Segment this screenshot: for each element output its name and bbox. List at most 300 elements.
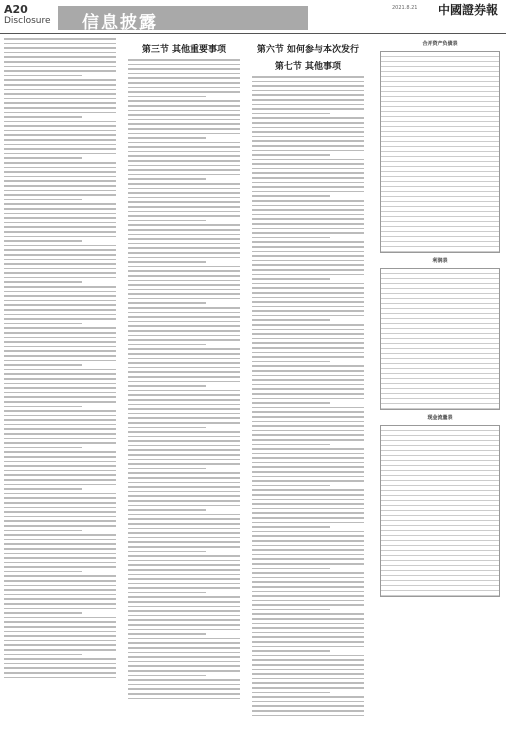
newspaper-logo: 中國證券報 — [437, 3, 498, 17]
text-line — [128, 551, 206, 553]
text-line — [4, 231, 116, 233]
text-line — [252, 692, 330, 694]
text-line — [252, 489, 364, 491]
text-line — [4, 530, 82, 532]
text-line — [128, 316, 240, 318]
text-line — [128, 252, 240, 254]
text-line — [252, 113, 330, 115]
text-line — [128, 661, 240, 663]
text-line — [4, 612, 82, 614]
text-line — [128, 302, 206, 304]
text-line — [128, 459, 240, 461]
text-line — [252, 632, 364, 634]
text-line — [252, 600, 364, 602]
text-line — [128, 381, 240, 383]
text-line — [4, 553, 116, 555]
text-line — [128, 394, 240, 396]
text-line — [128, 91, 240, 93]
text-line — [252, 315, 364, 317]
text-line — [4, 424, 116, 426]
text-line — [252, 508, 364, 510]
text-line — [4, 631, 116, 633]
text-line — [128, 440, 240, 442]
text-line — [252, 526, 330, 528]
text-line — [252, 131, 364, 133]
text-line — [252, 503, 364, 505]
text-line — [4, 594, 116, 596]
text-line — [4, 327, 116, 329]
text-line — [252, 168, 364, 170]
text-line — [252, 522, 364, 524]
text-line — [128, 491, 240, 493]
text-line — [252, 145, 364, 147]
text-line — [128, 261, 206, 263]
text-line — [4, 203, 116, 205]
text-line — [4, 318, 116, 320]
text-line — [128, 596, 240, 598]
income-table — [380, 268, 500, 410]
text-line — [128, 684, 240, 686]
text-line — [4, 461, 116, 463]
text-line — [252, 586, 364, 588]
issue-date: 2021.8.21 — [392, 5, 418, 11]
text-line — [252, 218, 364, 220]
text-line — [128, 211, 240, 213]
text-line — [252, 416, 364, 418]
text-line — [128, 169, 240, 171]
text-line — [128, 592, 206, 594]
text-line — [128, 183, 240, 185]
text-line — [128, 243, 240, 245]
text-line — [4, 373, 116, 375]
text-line — [128, 367, 240, 369]
text-line — [128, 417, 240, 419]
text-column-1 — [4, 38, 116, 681]
text-line — [252, 457, 364, 459]
text-line — [252, 154, 330, 156]
text-line — [252, 480, 364, 482]
text-line — [252, 186, 364, 188]
text-line — [252, 618, 364, 620]
text-line — [252, 402, 330, 404]
text-line — [4, 479, 116, 481]
text-line — [252, 108, 364, 110]
text-line — [128, 449, 240, 451]
text-line — [252, 209, 364, 211]
text-line — [252, 228, 364, 230]
text-line — [128, 206, 240, 208]
text-line — [4, 185, 116, 187]
text-line — [252, 669, 364, 671]
text-line — [4, 557, 116, 559]
text-line — [252, 485, 330, 487]
text-line — [4, 396, 116, 398]
text-line — [252, 347, 364, 349]
text-line — [128, 698, 240, 700]
text-line — [128, 133, 240, 135]
text-line — [128, 321, 240, 323]
text-line — [128, 642, 240, 644]
text-line — [252, 274, 364, 276]
text-line — [4, 263, 116, 265]
text-line — [252, 384, 364, 386]
text-line — [4, 89, 116, 91]
header-rule — [0, 33, 506, 34]
section-heading: 第七节 其他事项 — [274, 62, 342, 72]
text-line — [252, 549, 364, 551]
text-line — [128, 587, 240, 589]
text-line — [128, 215, 240, 217]
text-line — [128, 404, 240, 406]
text-line — [4, 392, 116, 394]
text-line — [128, 541, 240, 543]
text-line — [128, 160, 240, 162]
text-line — [4, 180, 116, 182]
text-line — [252, 646, 364, 648]
text-line — [252, 563, 364, 565]
text-line — [252, 678, 364, 680]
text-line — [128, 68, 240, 70]
text-line — [252, 636, 364, 638]
text-line — [4, 507, 116, 509]
text-line — [252, 287, 364, 289]
text-line — [252, 182, 364, 184]
text-line — [128, 555, 240, 557]
text-line — [128, 155, 240, 157]
text-line — [4, 213, 116, 215]
text-line — [128, 670, 240, 672]
text-column-3 — [252, 38, 364, 719]
text-line — [252, 701, 364, 703]
text-line — [4, 474, 116, 476]
text-line — [252, 393, 364, 395]
text-line — [4, 387, 116, 389]
text-line — [4, 488, 82, 490]
text-line — [252, 264, 364, 266]
text-line — [128, 165, 240, 167]
text-line — [128, 679, 240, 681]
text-line — [252, 260, 364, 262]
text-line — [252, 177, 364, 179]
text-line — [4, 314, 116, 316]
text-line — [252, 613, 364, 615]
text-line — [252, 352, 364, 354]
text-line — [4, 84, 116, 86]
text-line — [252, 439, 364, 441]
text-line — [4, 295, 116, 297]
text-line — [252, 572, 364, 574]
text-line — [4, 107, 116, 109]
section-title: 信息披露 — [82, 13, 158, 33]
text-line — [128, 289, 240, 291]
text-line — [252, 283, 364, 285]
text-line — [252, 650, 330, 652]
text-line — [128, 119, 240, 121]
text-line — [4, 548, 116, 550]
text-line — [4, 259, 116, 261]
text-line — [128, 546, 240, 548]
text-line — [252, 705, 364, 707]
text-line — [4, 93, 116, 95]
text-line — [128, 344, 206, 346]
text-line — [128, 472, 240, 474]
text-line — [4, 79, 116, 81]
text-line — [252, 499, 364, 501]
text-line — [128, 142, 240, 144]
text-line — [128, 688, 240, 690]
text-line — [4, 277, 116, 279]
text-line — [252, 421, 364, 423]
table-caption: 现金流量表 — [427, 415, 453, 421]
text-line — [4, 70, 116, 72]
text-line — [252, 558, 364, 560]
text-line — [128, 105, 240, 107]
text-line — [128, 505, 240, 507]
text-line — [128, 537, 240, 539]
text-line — [128, 96, 206, 98]
text-line — [4, 525, 116, 527]
text-line — [128, 178, 206, 180]
text-line — [4, 61, 116, 63]
text-line — [252, 94, 364, 96]
text-line — [128, 284, 240, 286]
text-line — [4, 589, 116, 591]
text-line — [252, 623, 364, 625]
text-line — [252, 241, 364, 243]
text-line — [252, 356, 364, 358]
text-line — [4, 534, 116, 536]
page-number: A20 — [4, 3, 28, 16]
text-line — [128, 174, 240, 176]
text-line — [4, 575, 116, 577]
text-line — [4, 493, 116, 495]
text-line — [4, 249, 116, 251]
text-line — [128, 390, 240, 392]
text-line — [4, 153, 116, 155]
text-line — [252, 627, 364, 629]
text-line — [4, 66, 116, 68]
text-line — [4, 102, 116, 104]
text-line — [128, 422, 240, 424]
text-line — [4, 470, 116, 472]
text-line — [128, 358, 240, 360]
text-line — [128, 652, 240, 654]
text-line — [128, 362, 240, 364]
text-line — [128, 238, 240, 240]
table-row — [381, 404, 499, 409]
section-banner — [58, 6, 308, 33]
text-line — [4, 75, 82, 77]
text-line — [4, 190, 116, 192]
text-line — [4, 539, 116, 541]
text-line — [4, 580, 116, 582]
text-line — [4, 621, 116, 623]
text-line — [252, 609, 330, 611]
text-line — [4, 383, 116, 385]
text-line — [128, 293, 240, 295]
text-line — [252, 81, 364, 83]
text-line — [4, 148, 116, 150]
text-column-2 — [128, 38, 240, 702]
text-line — [252, 85, 364, 87]
text-line — [252, 595, 364, 597]
text-line — [128, 606, 240, 608]
text-line — [128, 574, 240, 576]
text-line — [128, 229, 240, 231]
text-line — [252, 237, 330, 239]
text-line — [4, 369, 116, 371]
text-line — [4, 52, 116, 54]
text-line — [128, 477, 240, 479]
text-line — [128, 353, 240, 355]
text-line — [4, 585, 116, 587]
text-line — [128, 247, 240, 249]
text-line — [252, 136, 364, 138]
text-line — [128, 298, 240, 300]
text-line — [4, 654, 82, 656]
text-line — [252, 338, 364, 340]
text-line — [4, 304, 116, 306]
text-line — [4, 240, 82, 242]
text-line — [252, 370, 364, 372]
text-line — [128, 619, 240, 621]
text-line — [252, 466, 364, 468]
text-line — [4, 667, 116, 669]
text-line — [252, 375, 364, 377]
text-line — [4, 56, 116, 58]
text-line — [4, 286, 116, 288]
text-line — [4, 162, 116, 164]
text-line — [4, 608, 116, 610]
section-label-en: Disclosure — [4, 16, 51, 26]
text-line — [4, 144, 116, 146]
text-line — [4, 415, 116, 417]
text-line — [252, 673, 364, 675]
text-line — [252, 659, 364, 661]
text-line — [252, 535, 364, 537]
text-line — [252, 195, 330, 197]
text-line — [128, 192, 240, 194]
text-line — [252, 172, 364, 174]
text-line — [128, 578, 240, 580]
text-line — [4, 43, 116, 45]
text-line — [128, 463, 240, 465]
text-line — [4, 355, 116, 357]
text-line — [128, 500, 240, 502]
text-line — [4, 677, 116, 679]
text-line — [4, 134, 116, 136]
text-line — [252, 444, 330, 446]
text-line — [128, 339, 240, 341]
text-line — [4, 272, 116, 274]
text-line — [128, 201, 240, 203]
text-line — [128, 220, 206, 222]
text-line — [252, 687, 364, 689]
text-line — [252, 306, 364, 308]
text-line — [4, 598, 116, 600]
text-line — [252, 388, 364, 390]
text-line — [128, 77, 240, 79]
text-line — [128, 376, 240, 378]
text-line — [252, 581, 364, 583]
text-line — [252, 342, 364, 344]
text-line — [4, 401, 116, 403]
text-line — [128, 482, 240, 484]
text-line — [252, 246, 364, 248]
text-line — [252, 641, 364, 643]
text-line — [4, 451, 116, 453]
cashflow-table — [380, 425, 500, 597]
text-line — [128, 638, 240, 640]
page-header — [0, 0, 506, 34]
text-line — [4, 543, 116, 545]
text-line — [252, 591, 364, 593]
text-line — [4, 341, 116, 343]
text-line — [252, 655, 364, 657]
table-column — [380, 38, 500, 601]
text-line — [252, 319, 330, 321]
text-line — [252, 476, 364, 478]
text-line — [4, 222, 116, 224]
text-line — [252, 554, 364, 556]
text-line — [252, 494, 364, 496]
text-line — [128, 431, 240, 433]
text-line — [128, 523, 240, 525]
text-line — [4, 562, 116, 564]
text-line — [128, 335, 240, 337]
text-line — [4, 281, 82, 283]
text-line — [4, 617, 116, 619]
text-line — [4, 332, 116, 334]
text-line — [252, 453, 364, 455]
text-line — [4, 337, 116, 339]
text-line — [128, 532, 240, 534]
text-line — [4, 139, 116, 141]
text-line — [252, 90, 364, 92]
text-line — [4, 658, 116, 660]
text-line — [128, 270, 240, 272]
text-line — [128, 123, 240, 125]
text-line — [128, 647, 240, 649]
text-line — [252, 333, 364, 335]
text-line — [4, 406, 82, 408]
text-line — [252, 159, 364, 161]
text-line — [128, 518, 240, 520]
text-line — [252, 682, 364, 684]
text-line — [128, 629, 240, 631]
text-line — [128, 413, 240, 415]
text-line — [128, 514, 240, 516]
text-line — [252, 104, 364, 106]
section-heading: 第六节 如何参与本次发行 — [256, 45, 360, 55]
text-line — [128, 312, 240, 314]
text-line — [128, 385, 206, 387]
text-line — [252, 715, 364, 717]
text-line — [128, 348, 240, 350]
text-line — [4, 217, 116, 219]
table-caption: 利润表 — [432, 258, 448, 264]
text-line — [252, 379, 364, 381]
text-line — [252, 214, 364, 216]
text-line — [128, 307, 240, 309]
text-line — [252, 577, 364, 579]
text-line — [128, 583, 240, 585]
text-line — [128, 528, 240, 530]
text-line — [252, 297, 364, 299]
text-line — [128, 399, 240, 401]
text-line — [128, 569, 240, 571]
text-line — [4, 626, 116, 628]
